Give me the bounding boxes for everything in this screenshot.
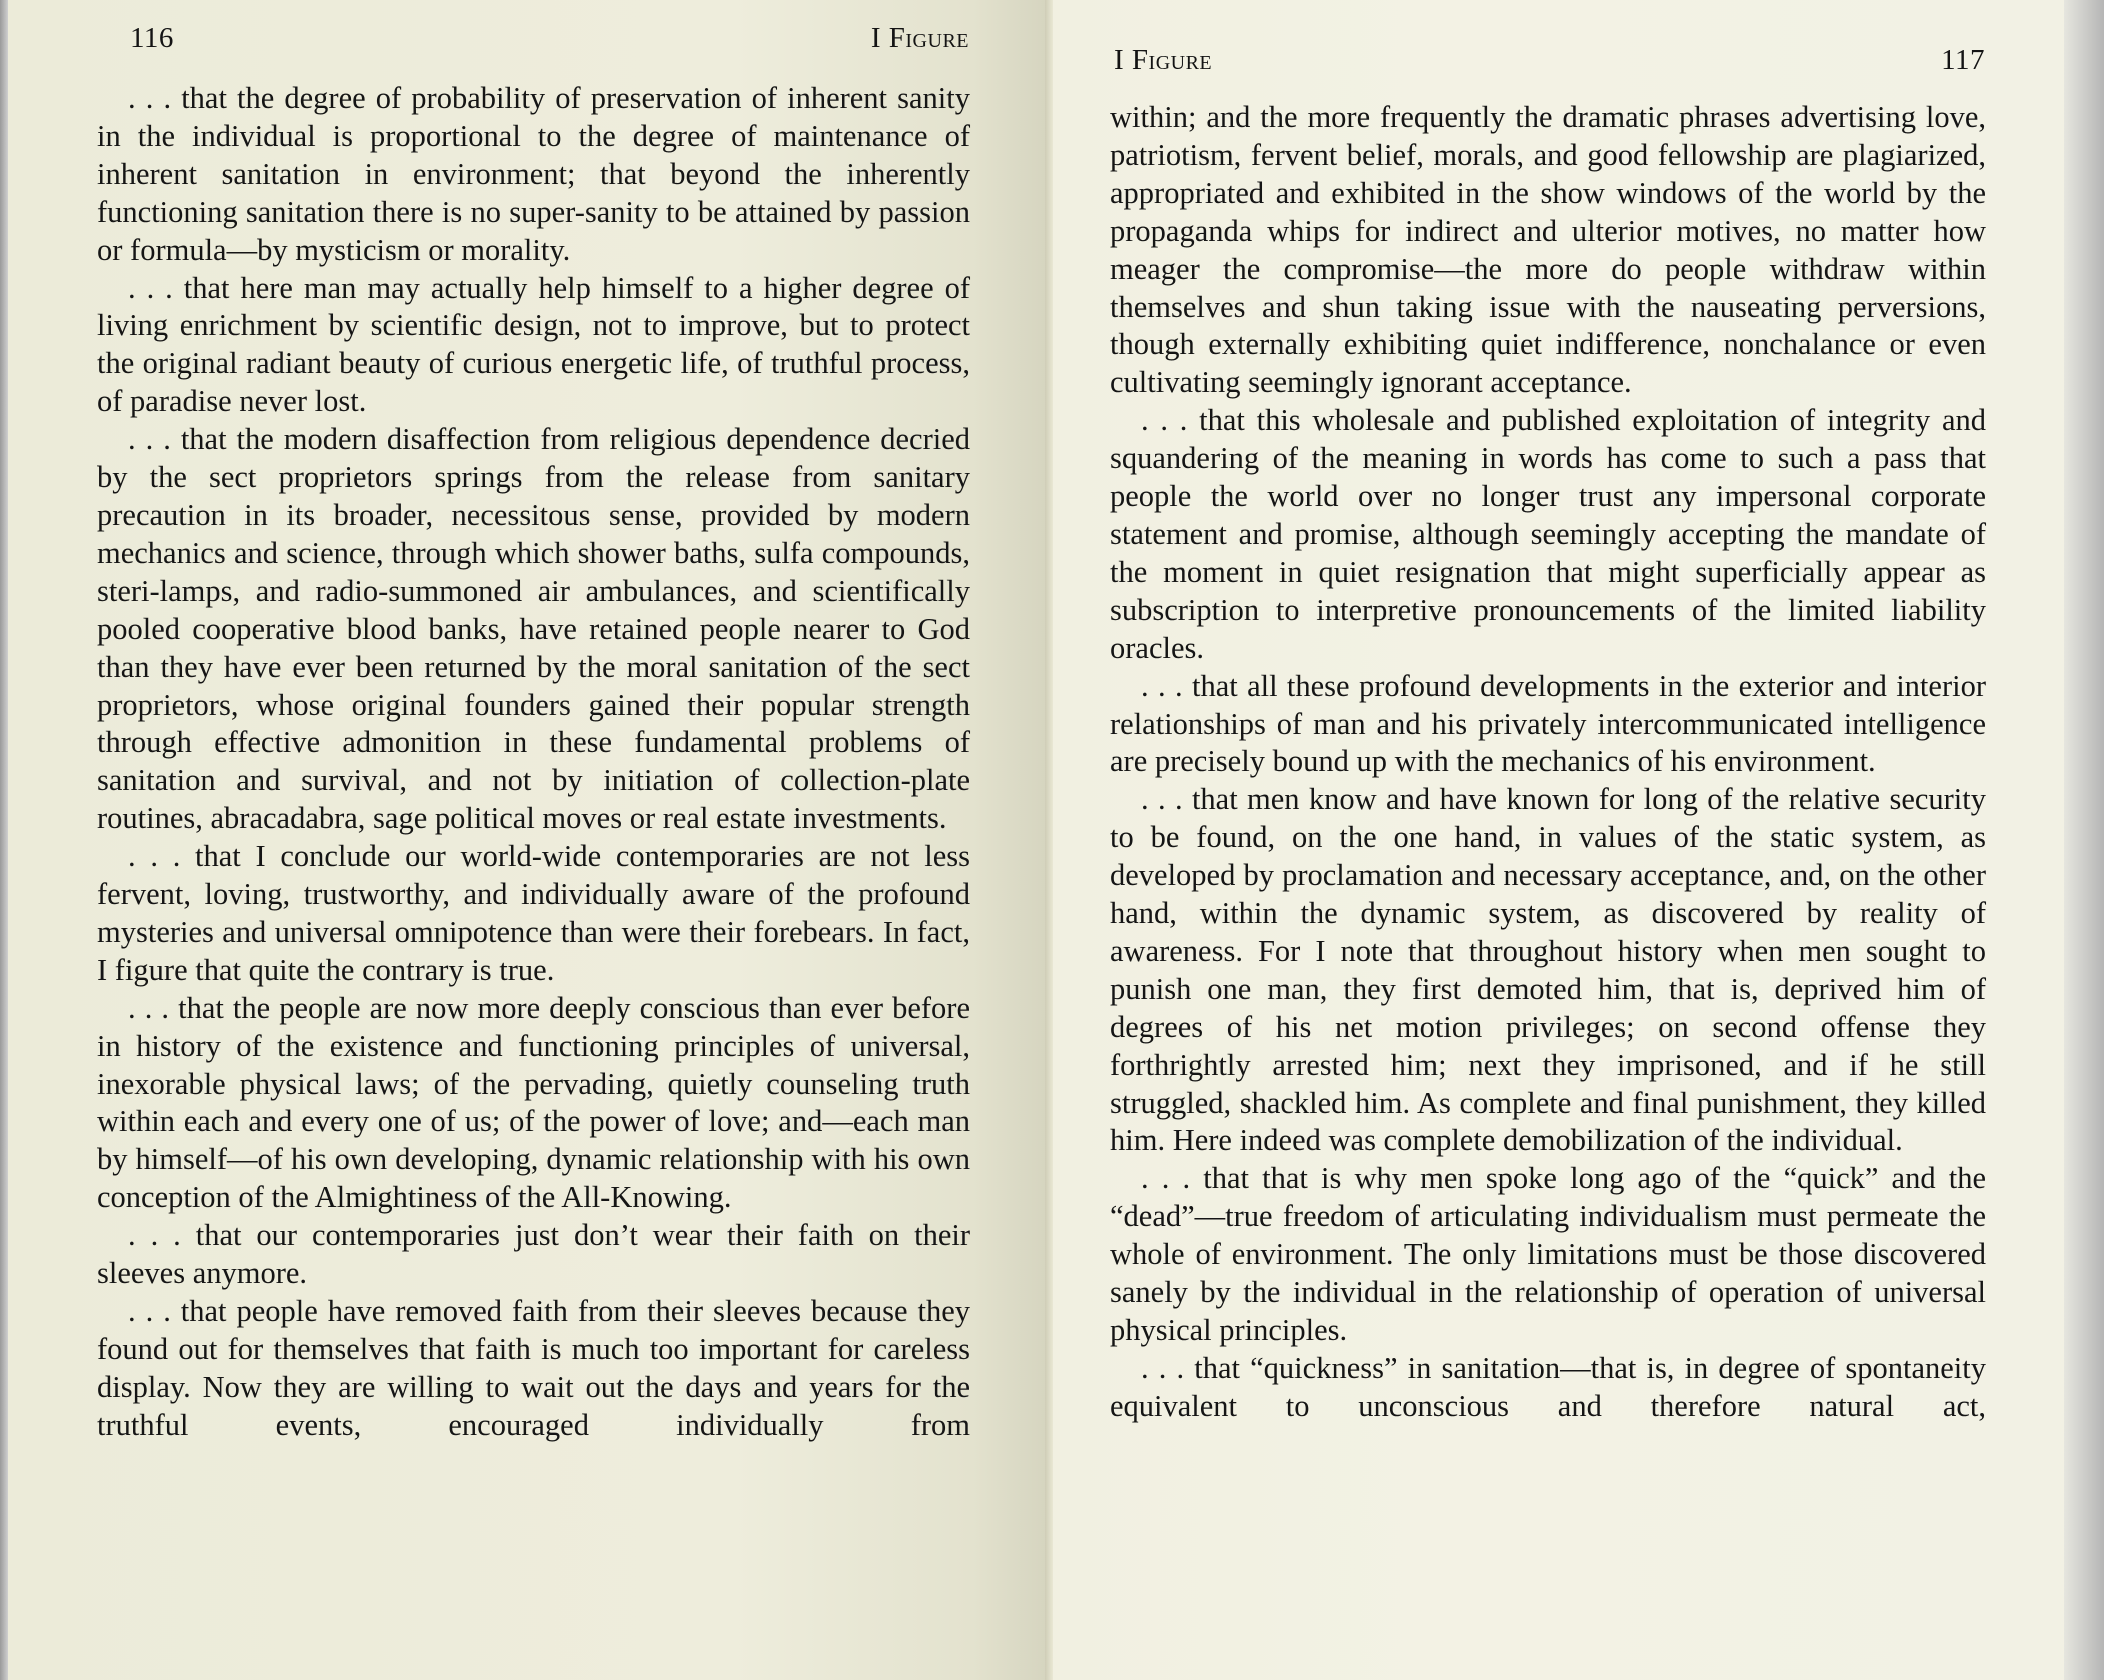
right-page bbox=[1053, 0, 2064, 1680]
paragraph: . . . that here man may actually help himself to a higher degree of living enrichment by scientific design, not to improve, but to protect the original radiant beauty of curious energetic life, of truthful process, of paradise never lost. bbox=[97, 270, 970, 419]
right-page-stack-edge bbox=[2064, 0, 2104, 1680]
continued-paragraph: within; and the more frequently the dramatic phrases advertising love, patriotism, fervent belief, morals, and good fellowship are plagiarized, appropriated and exhibited in the show windows of the world by the propaganda whips for indirect and ulterior motives, no matter how meager the compromise—the more do people withdraw within themselves and shun taking issue with the nauseating perversions, though externally exhibiting quiet indifference, nonchalance or even cultivating seemingly ignorant acceptance. bbox=[1110, 100, 1986, 400]
left-page-body bbox=[97, 80, 970, 1445]
paragraph: . . . that our contemporaries just don’t wear their faith on their sleeves anymore. bbox=[97, 1218, 970, 1291]
paragraph: . . . that I conclude our world-wide contemporaries are not less fervent, loving, trustworthy, and individually aware of the profound mysteries and universal omnipotence than were their forebears. In fact, I figure that quite the contrary is true. bbox=[97, 839, 970, 987]
paragraph: . . . that this wholesale and published exploitation of integrity and squandering of the meaning in words has come to such a pass that people the world over no longer trust any impersonal corporate statement and promise, although seemingly accepting the mandate of the moment in quiet resignation that might superficially appear as subscription to interpretive pronouncements of the limited liability oracles. bbox=[1110, 403, 1986, 665]
paragraph: . . . that the people are now more deeply conscious than ever before in history of the existence and functioning principles of universal, inexorable physical laws; of the pervading, quietly counseling truth within each and every one of us; of the power of love; and—each man by himself—of his own developing, dynamic relationship with his own conception of the Almightiness of the All-Knowing. bbox=[97, 990, 970, 1215]
page-number-left: 116 bbox=[130, 22, 174, 54]
running-head-left: I Figure bbox=[870, 22, 969, 54]
paragraph: . . . that men know and have known for long of the relative security to be found, on the one hand, in values of the static system, as developed by proclamation and necessary acceptance, and, on the other hand, within the dynamic system, as discovered by reality of awareness. For I note that throughout history when men sought to punish one man, they first demoted him, that is, deprived him of degrees of his net motion privileges; on second offense they forthrightly arrested him; next they imprisoned, and if he still struggled, shackled him. As complete and final punishment, they killed him. Here indeed was complete demobilization of the individual. bbox=[1110, 782, 1986, 1158]
paragraph: . . . that “quickness” in sanitation—that is, in degree of spontaneity equivalent to unconscious and therefore natural act, bbox=[1110, 1350, 1986, 1423]
left-page-stack-edge bbox=[0, 0, 8, 1680]
page-number-right: 117 bbox=[1941, 44, 1985, 76]
right-page-body bbox=[1110, 99, 1986, 1426]
paragraph: . . . that the degree of probability of preservation of inherent sanity in the individual is proportional to the degree of maintenance of inherent sanitation in environment; that beyond the inherently functioning sanitation there is no super-sanity to be attained by passion or formula—by mysticism or morality. bbox=[97, 81, 970, 267]
paragraph: . . . that that is why men spoke long ago of the “quick” and the “dead”—true freedom of articulating individualism must permeate the whole of environment. The only limitations must be those discovered sanely by the individual in the relationship of operation of universal physical principles. bbox=[1110, 1161, 1986, 1347]
running-head-right: I Figure bbox=[1114, 44, 1213, 76]
paragraph: . . . that the modern disaffection from religious dependence decried by the sect proprietors springs from the release from sanitary precaution in its broader, necessitous sense, provided by modern mechanics and science, through which shower baths, sulfa compounds, steri-lamps, and radio-summoned air ambulances, and scientifically pooled cooperative blood banks, have retained people nearer to God than they have ever been returned by the moral sanitation of the sect proprietors, whose original founders gained their popular strength through effective admonition in these fundamental problems of sanitation and survival, and not by initiation of collection-plate routines, abracadabra, sage political moves or real estate investments. bbox=[97, 422, 970, 836]
book-gutter bbox=[1045, 0, 1053, 1680]
left-page bbox=[8, 0, 1045, 1680]
paragraph: . . . that all these profound developments in the exterior and interior relationships of man and his privately intercommunicated intelligence are precisely bound up with the mechanics of his environment. bbox=[1110, 668, 1986, 779]
paragraph: . . . that people have removed faith from their sleeves because they found out for themselves that faith is much too important for careless display. Now they are willing to wait out the days and years for the truthful events, encouraged individually from bbox=[97, 1294, 970, 1442]
